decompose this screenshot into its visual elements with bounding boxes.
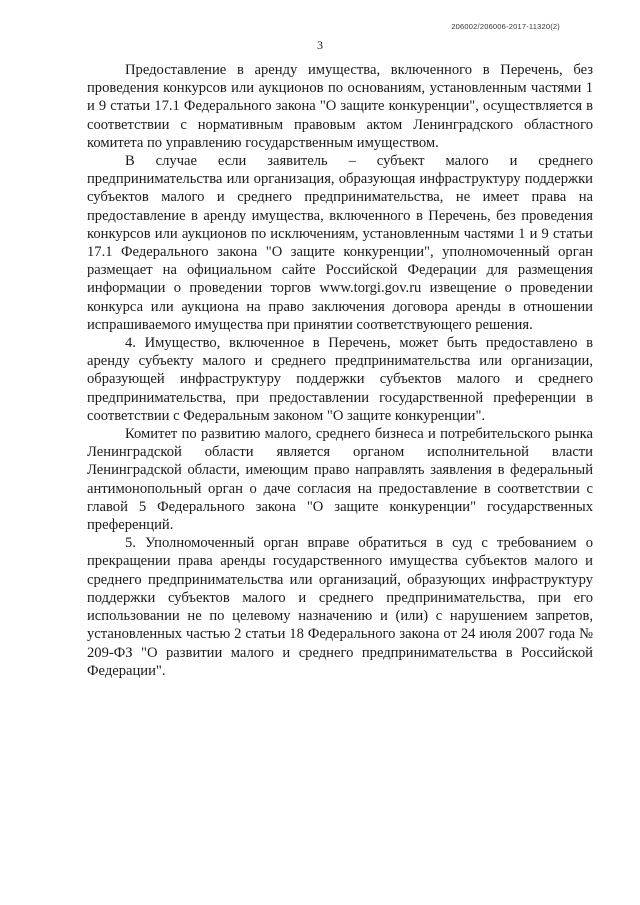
paragraph-item-5-court: 5. Уполномоченный орган вправе обратиться в суд с требованием о прекращении права аренды государственного имущества субъектов малого и среднего предпринимательства или организаций, образующих инфраструктуру поддержки субъектов малого и среднего предпринимательства, при его использовании не по целевому назначению и (или) с нарушением запретов, установленных частью 2 статьи 18 Федерального закона от 24 июля 2007 года № 209-ФЗ "О развитии малого и среднего предпринимательства в Российской Федерации". <box>87 535 593 679</box>
paragraph-lease-without-auction: Предоставление в аренду имущества, включенного в Перечень, без проведения конкурсов или аукционов по основаниям, установленным частями 1 и 9 статьи 17.1 Федерального закона "О защите конкуренции", осуществляется в соответствии с нормативным правовым актом Ленинградского областного комитета по управлению государственным имуществом. <box>87 62 593 151</box>
document-body <box>87 61 593 680</box>
paragraph-item-4-preference: 4. Имущество, включенное в Перечень, может быть предоставлено в аренду субъекту малого и среднего предпринимательства или организации, образующей инфраструктуру поддержки субъектов малого и среднего предпринимательства, при предоставлении государственной преференции в соответствии с Федеральным законом "О защите конкуренции". <box>87 335 593 424</box>
document-id: 206002/206006-2017-11320(2) <box>451 22 560 31</box>
page-number: 3 <box>317 38 323 52</box>
paragraph-applicant-no-right: В случае если заявитель – субъект малого и среднего предпринимательства или организация, образующая инфраструктуру поддержки субъектов малого и среднего предпринимательства, не имеет права на предоставление в аренду имущества, включенного в Перечень, без проведения конкурсов или аукционов по исключениям, установленным частями 1 и 9 статьи 17.1 Федерального закона "О защите конкуренции", уполномоченный орган размещает на официальном сайте Российской Федерации для размещения информации о проведении торгов www.torgi.gov.ru извещение о проведении конкурса или аукциона на право заключения договора аренды в отношении испрашиваемого имущества при принятии соответствующего решения. <box>87 153 593 333</box>
paragraph-committee-authority: Комитет по развитию малого, среднего бизнеса и потребительского рынка Ленинградской области является органом исполнительной власти Ленинградской области, имеющим право направлять заявления в федеральный антимонопольный орган о даче согласия на предоставление в соответствии с главой 5 Федерального закона "О защите конкуренции" государственных преференций. <box>87 426 593 534</box>
